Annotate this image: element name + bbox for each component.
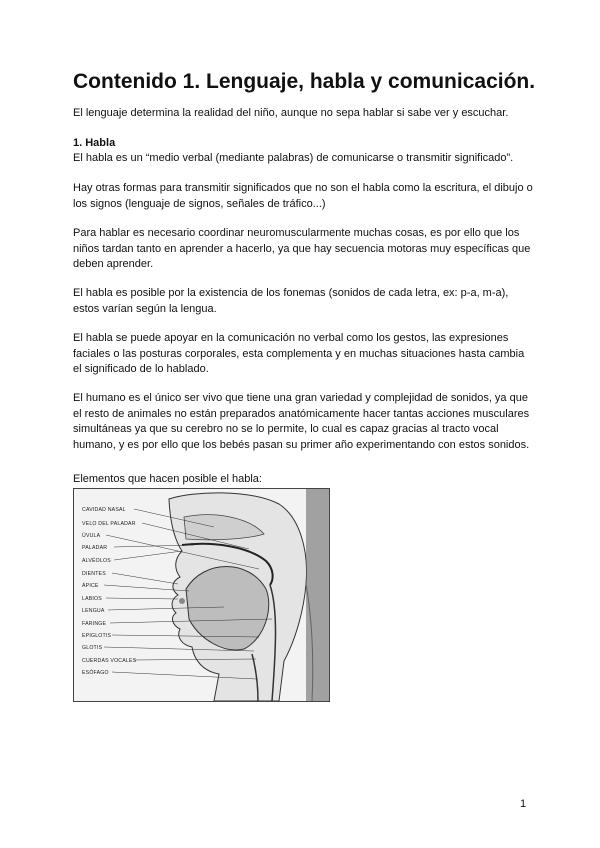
label-labios: LABIOS <box>82 596 102 602</box>
label-epiglotis: EPIGLOTIS <box>82 633 112 639</box>
label-glotis: GLOTIS <box>82 645 103 651</box>
label-lengua: LENGUA <box>82 608 105 614</box>
label-cavidad-nasal: CAVIDAD NASAL <box>82 507 126 513</box>
paragraph-4: El habla es posible por la existencia de los fonemas (sonidos de cada letra, ex: p-a, m-a), estos varían según la lengua. <box>73 287 509 315</box>
label-uvula: ÚVULA <box>82 533 101 539</box>
paragraph-1: El habla es un “medio verbal (mediante palabras) de comunicarse o transmitir significado”. <box>73 152 514 164</box>
section-heading: 1. Habla <box>73 137 116 149</box>
label-esofago: ESÓFAGO <box>82 670 109 676</box>
figure-caption: Elementos que hacen posible el habla: <box>73 473 262 485</box>
label-apice: ÁPICE <box>82 583 99 589</box>
paragraph-2: Hay otras formas para transmitir significados que no son el habla como la escritura, el dibujo o los signos (lenguaje de signos, señales de tráfico...) <box>73 182 533 210</box>
vocal-tract-diagram <box>73 488 330 702</box>
page-title: Contenido 1. Lenguaje, habla y comunicación. <box>73 70 536 93</box>
page-number: 1 <box>520 798 527 810</box>
label-cuerdas-vocales: CUERDAS VOCALES <box>82 658 137 664</box>
label-paladar: PALADAR <box>82 545 108 551</box>
label-dientes: DIENTES <box>82 571 106 577</box>
vocal-tract-illustration <box>74 489 329 701</box>
label-alveolos: ALVÉOLOS <box>82 558 111 564</box>
label-velo-paladar: VELO DEL PALADAR <box>82 521 136 527</box>
intro-paragraph: El lenguaje determina la realidad del niño, aunque no sepa hablar si sabe ver y escuchar. <box>73 107 509 119</box>
label-faringe: FARINGE <box>82 621 107 627</box>
paragraph-3: Para hablar es necesario coordinar neuromuscularmente muchas cosas, es por ello que los niños tardan tanto en aprender a hacerlo, ya que hay secuencia motoras muy específicas que deben aprender. <box>73 227 531 270</box>
paragraph-6: El humano es el único ser vivo que tiene una gran variedad y complejidad de sonidos, ya que el resto de animales no están preparados anatómicamente hacer tantas acciones musculares simultáneas ya que su cerebro no se lo permite, lo cual es capaz gracias al tracto vocal humano, y es por ello que los bebés pasan su primer año experimentando con estos sonidos. <box>73 392 530 451</box>
paragraph-5: El habla se puede apoyar en la comunicación no verbal como los gestos, las expresiones faciales o las posturas corporales, esta complementa y en muchas situaciones hasta cambia el significado de lo hablado. <box>73 332 525 375</box>
